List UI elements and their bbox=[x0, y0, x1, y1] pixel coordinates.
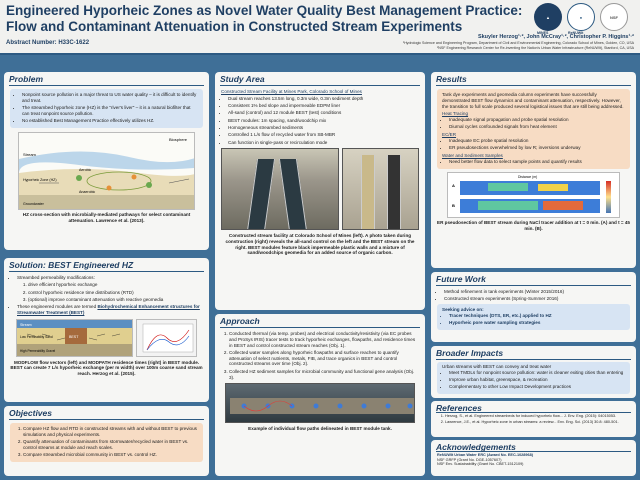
future-work-panel bbox=[431, 272, 636, 342]
study-bullet: • Dual stream reaches 13.5m long, 0.3m wide, 0.3m sediment depth bbox=[228, 96, 419, 102]
study-bullet: • All-sand (control) and 12 module BEST (test) conditions bbox=[228, 110, 419, 116]
stream-facility-photo bbox=[221, 148, 339, 230]
nsf-logo-icon: NSF bbox=[600, 3, 628, 31]
fig-label: Stream bbox=[20, 322, 32, 327]
results-panel bbox=[431, 72, 636, 268]
acknowledgements-heading: Acknowledgements bbox=[436, 442, 516, 452]
problem-box bbox=[10, 89, 203, 128]
advice-bullet: • Hyporheic pore water sampling strategies bbox=[449, 320, 625, 326]
ack-item: ReNUWIt Urban Water ERC (Award No. EEC-1028968) bbox=[437, 453, 533, 457]
flow-path-photo bbox=[225, 383, 415, 423]
study-caption: Constructed stream facility at Colorado School of Mines (left). A photo taken during construction (right) reveals the all-sand control on the left and the BEST stream on the right. BEST modules feature black impermeable plastic walls and a mixture of sand/woodchips geomedia for an added source of organic carbon. bbox=[225, 233, 415, 256]
water-sediment-title: Water and Sediment Samples bbox=[442, 153, 503, 159]
authors: Skuyler Herzog¹·², John McCray¹·², Christopher P. Higgins¹·² bbox=[477, 34, 634, 40]
advice-bullet: • Tracer techniques (DTS, ER, etc.) applied to HZ bbox=[449, 313, 625, 319]
flow-vectors-icon bbox=[17, 320, 133, 357]
poster-title bbox=[6, 3, 526, 35]
renuwit-logo-text: ReNUWIt bbox=[568, 31, 584, 35]
approach-item: 3. Collected HZ sediment samples for microbial community and functional gene analysis (Obj. 3). bbox=[229, 369, 419, 381]
study-area-heading: Study Area bbox=[220, 74, 265, 84]
problem-bullet: • Nonpoint source pollution is a major threat to US water quality – it is difficult to identify and treat. bbox=[22, 92, 198, 104]
references-heading: References bbox=[436, 403, 482, 413]
solution-item: 2. control hyporheic residence time distributions (RTD) bbox=[28, 290, 203, 296]
future-work-heading: Future Work bbox=[436, 274, 486, 284]
ec-er-title: EC/ER bbox=[442, 132, 457, 138]
approach-item: 2. Collected water samples along hyporheic flowpaths and surface reaches to quantify attenuation of select nutrients, metals, FIB, and trace organics in BEST and control constructed streams over time (Obj. 2). bbox=[229, 350, 419, 367]
problem-bullet: • The streambed hyporheic zone (HZ) is the "river's liver" – it is a natural biofilter that can treat nonpoint source pollution. bbox=[22, 105, 198, 117]
impact-bullet: • Meet TMDLs for nonpoint source pollution: water is cleaner exiting cities than entering bbox=[449, 370, 625, 376]
solution-item: 1. drive efficient hyporheic exchange bbox=[28, 282, 203, 288]
heat-bullet: • Diurnal cycles confounded signals from heat element bbox=[449, 124, 625, 130]
problem-panel bbox=[4, 72, 209, 250]
solution-caption: MODFLOW flow vectors (left) and MODPATH residence times (right) in BEST module. BEST can create 7 L/s hyporheic exchange (per m width) over 100m coarse sand stream reach. Herzog et al. (2015). bbox=[10, 359, 203, 376]
approach-caption: Example of individual flow paths delineated in BEST module tank. bbox=[248, 426, 392, 432]
impacts-box bbox=[437, 362, 630, 394]
solution-note-text: These engineered modules are termed bbox=[17, 304, 98, 310]
advice-box bbox=[437, 304, 630, 330]
reference-item: 1. Herzog, S., et al. Engineered streambeds for induced hyporheic flow... J. Env. Eng. (2015): 04015053. bbox=[445, 414, 630, 419]
approach-item: 1. Conducted thermal (via temp. probes) and electrical conductivity/resistivity (via EC probes and ProSys IRIS) tracer tests to track hyporheic exchanges, flowpaths, and residence times in BEST and control constructed stream reaches (Obj. 1). bbox=[229, 331, 419, 348]
solution-intro: • Streambed permeability modifications: bbox=[17, 275, 203, 281]
hz-diagram-icon bbox=[19, 133, 195, 210]
fig-label: B bbox=[452, 203, 455, 209]
impacts-intro: Urban streams with BEST can convey and treat water bbox=[442, 364, 552, 369]
acknowledgements-panel bbox=[431, 440, 636, 476]
mines-logo-text: MINES bbox=[537, 31, 549, 35]
affiliation-1: ¹Hydrologic Science and Engineering Program, Department of Civil and Environmental Engineering, Colorado School of Mines, Golden, CO, USA bbox=[402, 41, 634, 45]
objective-item: 2. Quantify attenuation of contaminants from stormwater/recycled water in BEST vs. control streams at module and reach scales. bbox=[23, 439, 198, 451]
study-area-panel bbox=[215, 72, 425, 310]
broader-impacts-heading: Broader Impacts bbox=[436, 348, 504, 358]
advice-title: Seeking advice on: bbox=[442, 307, 484, 313]
ec-bullet: • ER pseudosections overwhelmed by low R; inversions underway bbox=[449, 145, 625, 151]
study-bullet: • Controlled 1 L/s flow of recycled water from SB-MBR bbox=[228, 132, 419, 138]
renuwit-logo-icon: ● bbox=[567, 3, 595, 31]
affiliations bbox=[324, 41, 634, 50]
results-heading: Results bbox=[436, 74, 467, 84]
future-bullet: • Constructed stream experiments (Spring-Summer 2016) bbox=[444, 296, 630, 302]
fig-label: Anaerobic bbox=[79, 190, 96, 195]
results-box bbox=[437, 89, 630, 169]
ec-bullet: • Inadequate EC probe spatial resolution bbox=[449, 138, 625, 144]
control-channel-icon bbox=[361, 155, 375, 230]
impact-bullet: • Complementary to other Low Impact Development practices bbox=[449, 384, 625, 390]
future-bullet: • Method refinement in tank experiments (Winter 2015/2016) bbox=[444, 289, 630, 295]
ack-item: NSF Env. Sustainability (Grant No. CBET-1512109) bbox=[437, 462, 524, 467]
objective-item: 3. Compare streambed microbial community in BEST vs. control HZ. bbox=[23, 452, 198, 458]
title-line-2: Flow and Contaminant Attenuation in Constructed Stream Experiments bbox=[6, 19, 463, 34]
fig-label: Hyporheic Zone (HZ) bbox=[23, 178, 57, 183]
study-bullet: • Can function in single-pass or recirculation mode bbox=[228, 140, 419, 146]
fig-label: Biosphere bbox=[169, 137, 188, 143]
abstract-number: Abstract Number: H33C-1622 bbox=[6, 40, 90, 46]
problem-heading: Problem bbox=[9, 74, 44, 84]
best-channel-icon bbox=[387, 155, 401, 230]
study-area-subtitle: Constructed Stream Facility at Mines Park, Colorado School of Mines bbox=[221, 89, 362, 94]
construction-photo bbox=[342, 148, 419, 230]
poster-header bbox=[0, 0, 640, 55]
fig-label: Low Permeability Sand bbox=[20, 334, 53, 339]
best-term: Biohydrochemical Enhancement structures for Streamwater Treatment (BEST) bbox=[17, 304, 200, 315]
results-caption: ER pseudosection of BEST stream during NaCl tracer addition at t = 0 min. (A) and t = 45 min. (B). bbox=[437, 220, 630, 231]
objective-item: 1. Compare HZ flow and RTD in constructed streams with and without BEST to previous simulations and physical experiments. bbox=[23, 426, 198, 438]
modflow-figure bbox=[16, 319, 133, 357]
fig-label: Aerobic bbox=[79, 168, 92, 173]
results-intro: Tank dye experiments and geomedia column experiments have successfully demonstrated BEST flow dynamics and contaminant attenuation, respectively. However, the transition to full scale produced several logistical issues that are still being addressed. bbox=[442, 92, 624, 109]
ack-item: NSF GRFP (Grant No. DGE-1057607) bbox=[437, 457, 502, 462]
heat-tracing-title: Heat Tracing bbox=[442, 111, 469, 117]
stream-channel-icon bbox=[247, 159, 275, 230]
approach-heading: Approach bbox=[220, 316, 260, 326]
hz-cross-section-figure bbox=[18, 132, 195, 210]
objectives-heading: Objectives bbox=[9, 408, 52, 418]
heat-bullet: • Inadequate signal propagation and probe spatial resolution bbox=[449, 117, 625, 123]
fig-label: High Permeability Gravel bbox=[20, 348, 56, 353]
approach-panel bbox=[215, 314, 425, 476]
ws-bullet: • Need better flow data to select sample points and quantify results bbox=[449, 159, 625, 165]
objectives-box bbox=[10, 423, 203, 462]
impact-bullet: • Improve urban habitat, greenspace, & recreation bbox=[449, 377, 625, 383]
residence-time-icon bbox=[137, 320, 197, 357]
er-pseudosection-icon bbox=[448, 173, 620, 218]
fig-label: Groundwater bbox=[23, 202, 44, 207]
solution-item: 3. (optional) improve contaminant attenuation with reactive geomedia bbox=[28, 297, 203, 303]
fig-label: BEST bbox=[69, 334, 79, 339]
fig-label: A bbox=[452, 183, 455, 189]
solution-note bbox=[17, 304, 203, 316]
problem-bullet: • No established Best Management Practice effectively utilizes HZ. bbox=[22, 118, 198, 124]
modpath-figure bbox=[136, 319, 197, 357]
study-bullet: • BEST modules: 1m spacing, sand/woodchip mix bbox=[228, 118, 419, 124]
solution-panel bbox=[4, 258, 209, 402]
stream-channel-icon bbox=[279, 159, 307, 230]
title-line-1: Engineered Hyporheic Zones as Novel Water Quality Best Management Practice: bbox=[6, 3, 523, 18]
broader-impacts-panel bbox=[431, 346, 636, 398]
flow-path-tank-icon bbox=[226, 384, 415, 423]
references-panel bbox=[431, 401, 636, 437]
reference-item: 2. Lawrence, J.E., et al. Hyporheic zone in urban streams: a review... Env. Eng. Sci. (2013) 30.8: 480-501. bbox=[445, 420, 630, 425]
solution-heading: Solution: BEST Engineered HZ bbox=[9, 260, 134, 270]
objectives-panel bbox=[4, 406, 209, 476]
study-bullet: • Homogeneous streambed sediments bbox=[228, 125, 419, 131]
affiliation-2: ²NSF Engineering Research Center for Re-inventing the Nation's Urban Water Infrastructure (ReNUWIt), Stanford, CA, USA bbox=[437, 45, 634, 50]
problem-caption: HZ cross-section with microbially-mediated pathways for select contaminant attenuation. Lawrence et al. (2013). bbox=[22, 212, 191, 224]
fig-label: Distance (m) bbox=[518, 175, 538, 180]
logo-group bbox=[534, 3, 634, 33]
study-bullet: • Consistent 1% bed slope and impermeable EDPM liner bbox=[228, 103, 419, 109]
mines-logo-icon: ▲ bbox=[534, 3, 562, 31]
fig-label: Stream bbox=[23, 152, 36, 158]
er-pseudosection-figure bbox=[447, 172, 620, 218]
